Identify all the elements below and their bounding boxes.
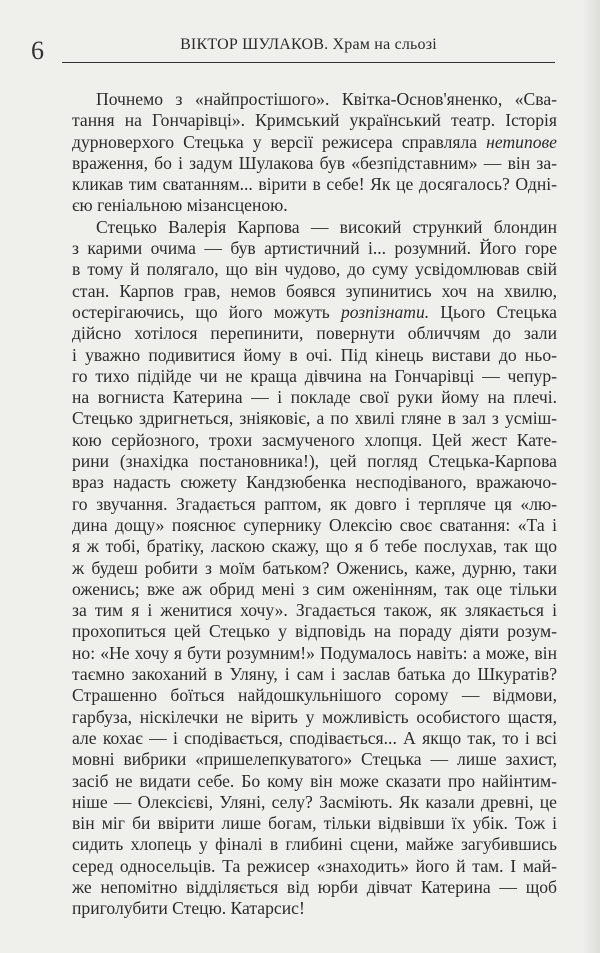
text-segment: з карими очима — був артистичний і... розумний. Його горе — [72, 238, 557, 259]
text-segment: го звучання. Згадається раптом, як довго і терпляче ця «лю- — [72, 493, 557, 514]
text-line — [72, 89, 557, 110]
text-segment: тання на Гончарівці». Кримський український театр. Історія — [72, 110, 557, 131]
text-segment: враз надасть сюжету Кандзюбенка несподіваного, вражаючо- — [72, 472, 557, 493]
text-segment: кою серйозного, трохи засмученого хлопця. Цей жест Кате- — [72, 429, 557, 450]
text-line — [72, 174, 557, 195]
paragraph — [72, 89, 557, 217]
text-line — [72, 792, 557, 813]
text-segment: Цього Стецька — [429, 301, 557, 322]
text-line — [72, 685, 557, 706]
page-edge-shadow — [582, 0, 600, 953]
text-line — [72, 515, 557, 536]
text-line — [72, 621, 557, 642]
text-segment: стан. Карпов грав, немов боявся зупинитись хоч на хвилю, — [72, 280, 557, 301]
text-segment: дина дощу» пояснює супернику Олексію своє сватання: «Та і — [72, 514, 557, 535]
text-line — [72, 536, 557, 557]
text-segment: дійсно хотілося перепинити, повернути обличчям до зали — [72, 323, 557, 344]
text-segment: єю геніальною мізансценою. — [72, 195, 288, 216]
text-line — [72, 302, 557, 323]
text-segment: враження, бо і задум Шулакова був «безпідставним» — він за- — [72, 152, 557, 173]
text-line — [72, 451, 557, 472]
text-line — [72, 834, 557, 855]
text-segment: таємно закоханий в Уляну, і сам і заслав батька до Шкуратів? — [72, 664, 557, 685]
body-text — [72, 89, 557, 920]
text-segment: Страшенно боїться найдошкульнішого сорому — відмови, — [72, 685, 557, 706]
text-line — [72, 132, 557, 153]
text-line — [72, 494, 557, 515]
text-line — [72, 259, 557, 280]
text-segment: оженись; вже аж обрид мені з сим оженінням, так оце тільки — [72, 578, 557, 599]
text-segment: приголубити Стецю. Катарсис! — [72, 898, 305, 919]
text-line — [72, 323, 557, 344]
text-line — [72, 707, 557, 728]
text-segment: го тихо підійде чи не краща дівчина на Гончарівці — чепур- — [72, 365, 557, 386]
text-segment: дурноверхого Стецька у версії режисера справляла — [72, 131, 487, 152]
text-line — [72, 195, 557, 216]
text-segment: мовні вибрики «пришелепкуватого» Стецька — лише захист, — [72, 749, 557, 770]
text-line — [72, 281, 557, 302]
text-line — [72, 408, 557, 429]
text-segment: і уважно подивитися йому в очі. Під кінець вистави до ньо- — [72, 344, 557, 365]
text-segment: Стецько Валерія Карпова — високий стрункий блондин — [96, 216, 557, 237]
text-line — [72, 600, 557, 621]
text-segment: серед односельців. Та режисер «знаходить» його й там. І май- — [72, 855, 557, 876]
text-line — [72, 898, 557, 919]
text-line — [72, 110, 557, 131]
text-line — [72, 558, 557, 579]
header-rule — [62, 62, 555, 63]
text-line — [72, 217, 557, 238]
text-line — [72, 153, 557, 174]
text-line — [72, 813, 557, 834]
text-segment: но: «Не хочу я бути розумним!» Подумалось навіть: а може, він — [72, 642, 557, 663]
text-line — [72, 430, 557, 451]
text-segment: же непомітно відділяється від юрби дівчат Катерина — щоб — [72, 876, 557, 897]
text-line — [72, 579, 557, 600]
text-segment: він міг би ввірити лише богам, тільки відвівши їх убік. Тож і — [72, 813, 557, 834]
text-line — [72, 771, 557, 792]
running-title: ВІКТОР ШУЛАКОВ. Храм на сльозі — [180, 36, 437, 53]
text-line — [72, 345, 557, 366]
text-segment: я ж тобі, братіку, ласкою скажу, що я б тебе послухав, так що — [72, 536, 557, 557]
text-line — [72, 643, 557, 664]
text-segment: остерігаючись, що його можуть — [72, 301, 341, 322]
text-segment: Почнемо з «найпростішого». Квітка-Основ'яненко, «Сва- — [96, 89, 557, 109]
text-segment: але кохає — і сподівається, сподівається... А якщо так, то і всі — [72, 727, 557, 748]
italic-text: нетипове — [486, 131, 557, 152]
page-number: 6 — [31, 36, 44, 65]
text-segment: сидить хлопець у фіналі в глибині сцени, майже загубившись — [72, 834, 557, 855]
text-segment: Стецько здригнеться, зніяковіє, а по хвилі гляне в зал з усміш- — [72, 408, 557, 429]
text-line — [72, 366, 557, 387]
text-segment: за тим я і женитися хочу». Згадається також, як злякається і — [72, 600, 557, 621]
text-line — [72, 238, 557, 259]
text-segment: засіб не видати себе. Бо кому він може сказати про найінтим- — [72, 770, 557, 791]
text-line — [72, 664, 557, 685]
text-segment: кликав тим сватанням... вірити в себе! Як це досягалось? Одні- — [72, 174, 557, 195]
text-segment: ж будеш робити з моїм батьком? Оженись, каже, дурню, таки — [72, 557, 557, 578]
italic-text: розпізнати. — [340, 301, 430, 322]
text-line — [72, 728, 557, 749]
paragraph — [72, 217, 557, 920]
text-line — [72, 856, 557, 877]
text-line — [72, 472, 557, 493]
text-segment: рини (знахідка постановника!), цей погляд Стецька-Карпова — [72, 451, 557, 472]
text-segment: прохопиться цей Стецько у відповідь на пораду діяти розум- — [72, 621, 557, 642]
text-line — [72, 877, 557, 898]
text-line — [72, 387, 557, 408]
text-segment: на вогниста Катерина — і покладе свої руки йому на плечі. — [72, 387, 557, 408]
text-segment: гарбуза, ніскілечки не вірить у можливість особистого щастя, — [72, 706, 557, 727]
text-line — [72, 749, 557, 770]
text-segment: в тому й полягало, що він чудово, до суму усвідомлював свій — [72, 259, 557, 280]
text-segment: ніше — Олексієві, Уляні, селу? Засміють. Як казали древні, це — [72, 791, 557, 812]
